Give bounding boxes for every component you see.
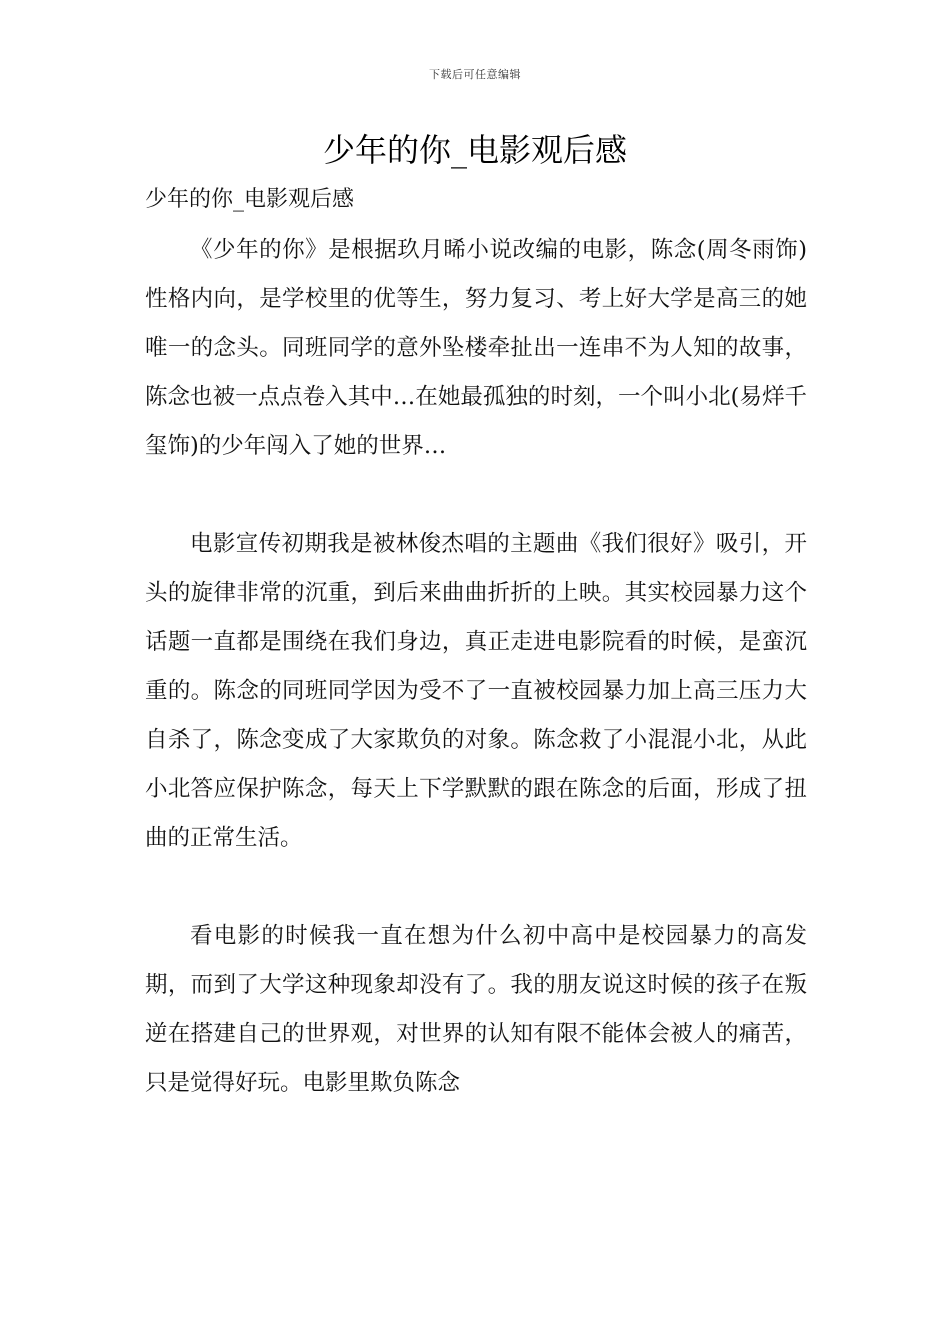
paragraph-spacer <box>145 471 807 520</box>
paragraph-1: 《少年的你》是根据玖月晞小说改编的电影，陈念(周冬雨饰)性格内向，是学校里的优等生，努力复习、考上好大学是高三的她唯一的念头。同班同学的意外坠楼牵扯出一连串不为人知的故事，陈念也被一点点卷入其中…在她最孤独的时刻，一个叫小北(易烊千玺饰)的少年闯入了她的世界… <box>145 237 807 459</box>
document-subtitle: 少年的你_电影观后感 <box>145 187 355 212</box>
paragraph-spacer <box>145 863 807 912</box>
paragraph-2: 电影宣传初期我是被林俊杰唱的主题曲《我们很好》吸引，开头的旋律非常的沉重，到后来曲曲折折的上映。其实校园暴力这个话题一直都是围绕在我们身边，真正走进电影院看的时候，是蛮沉重的。陈念的同班同学因为受不了一直被校园暴力加上高三压力大自杀了，陈念变成了大家欺负的对象。陈念救了小混混小北，从此小北答应保护陈念，每天上下学默默的跟在陈念的后面，形成了扭曲的正常生活。 <box>145 531 807 851</box>
paragraph-3: 看电影的时候我一直在想为什么初中高中是校园暴力的高发期，而到了大学这种现象却没有了。我的朋友说这时候的孩子在叛逆在搭建自己的世界观，对世界的认知有限不能体会被人的痛苦，只是觉得好玩。电影里欺负陈念 <box>145 923 807 1096</box>
document-body <box>145 226 807 1108</box>
document-title: 少年的你_电影观后感 <box>322 131 627 169</box>
header-note: 下载后可任意编辑 <box>429 68 521 81</box>
